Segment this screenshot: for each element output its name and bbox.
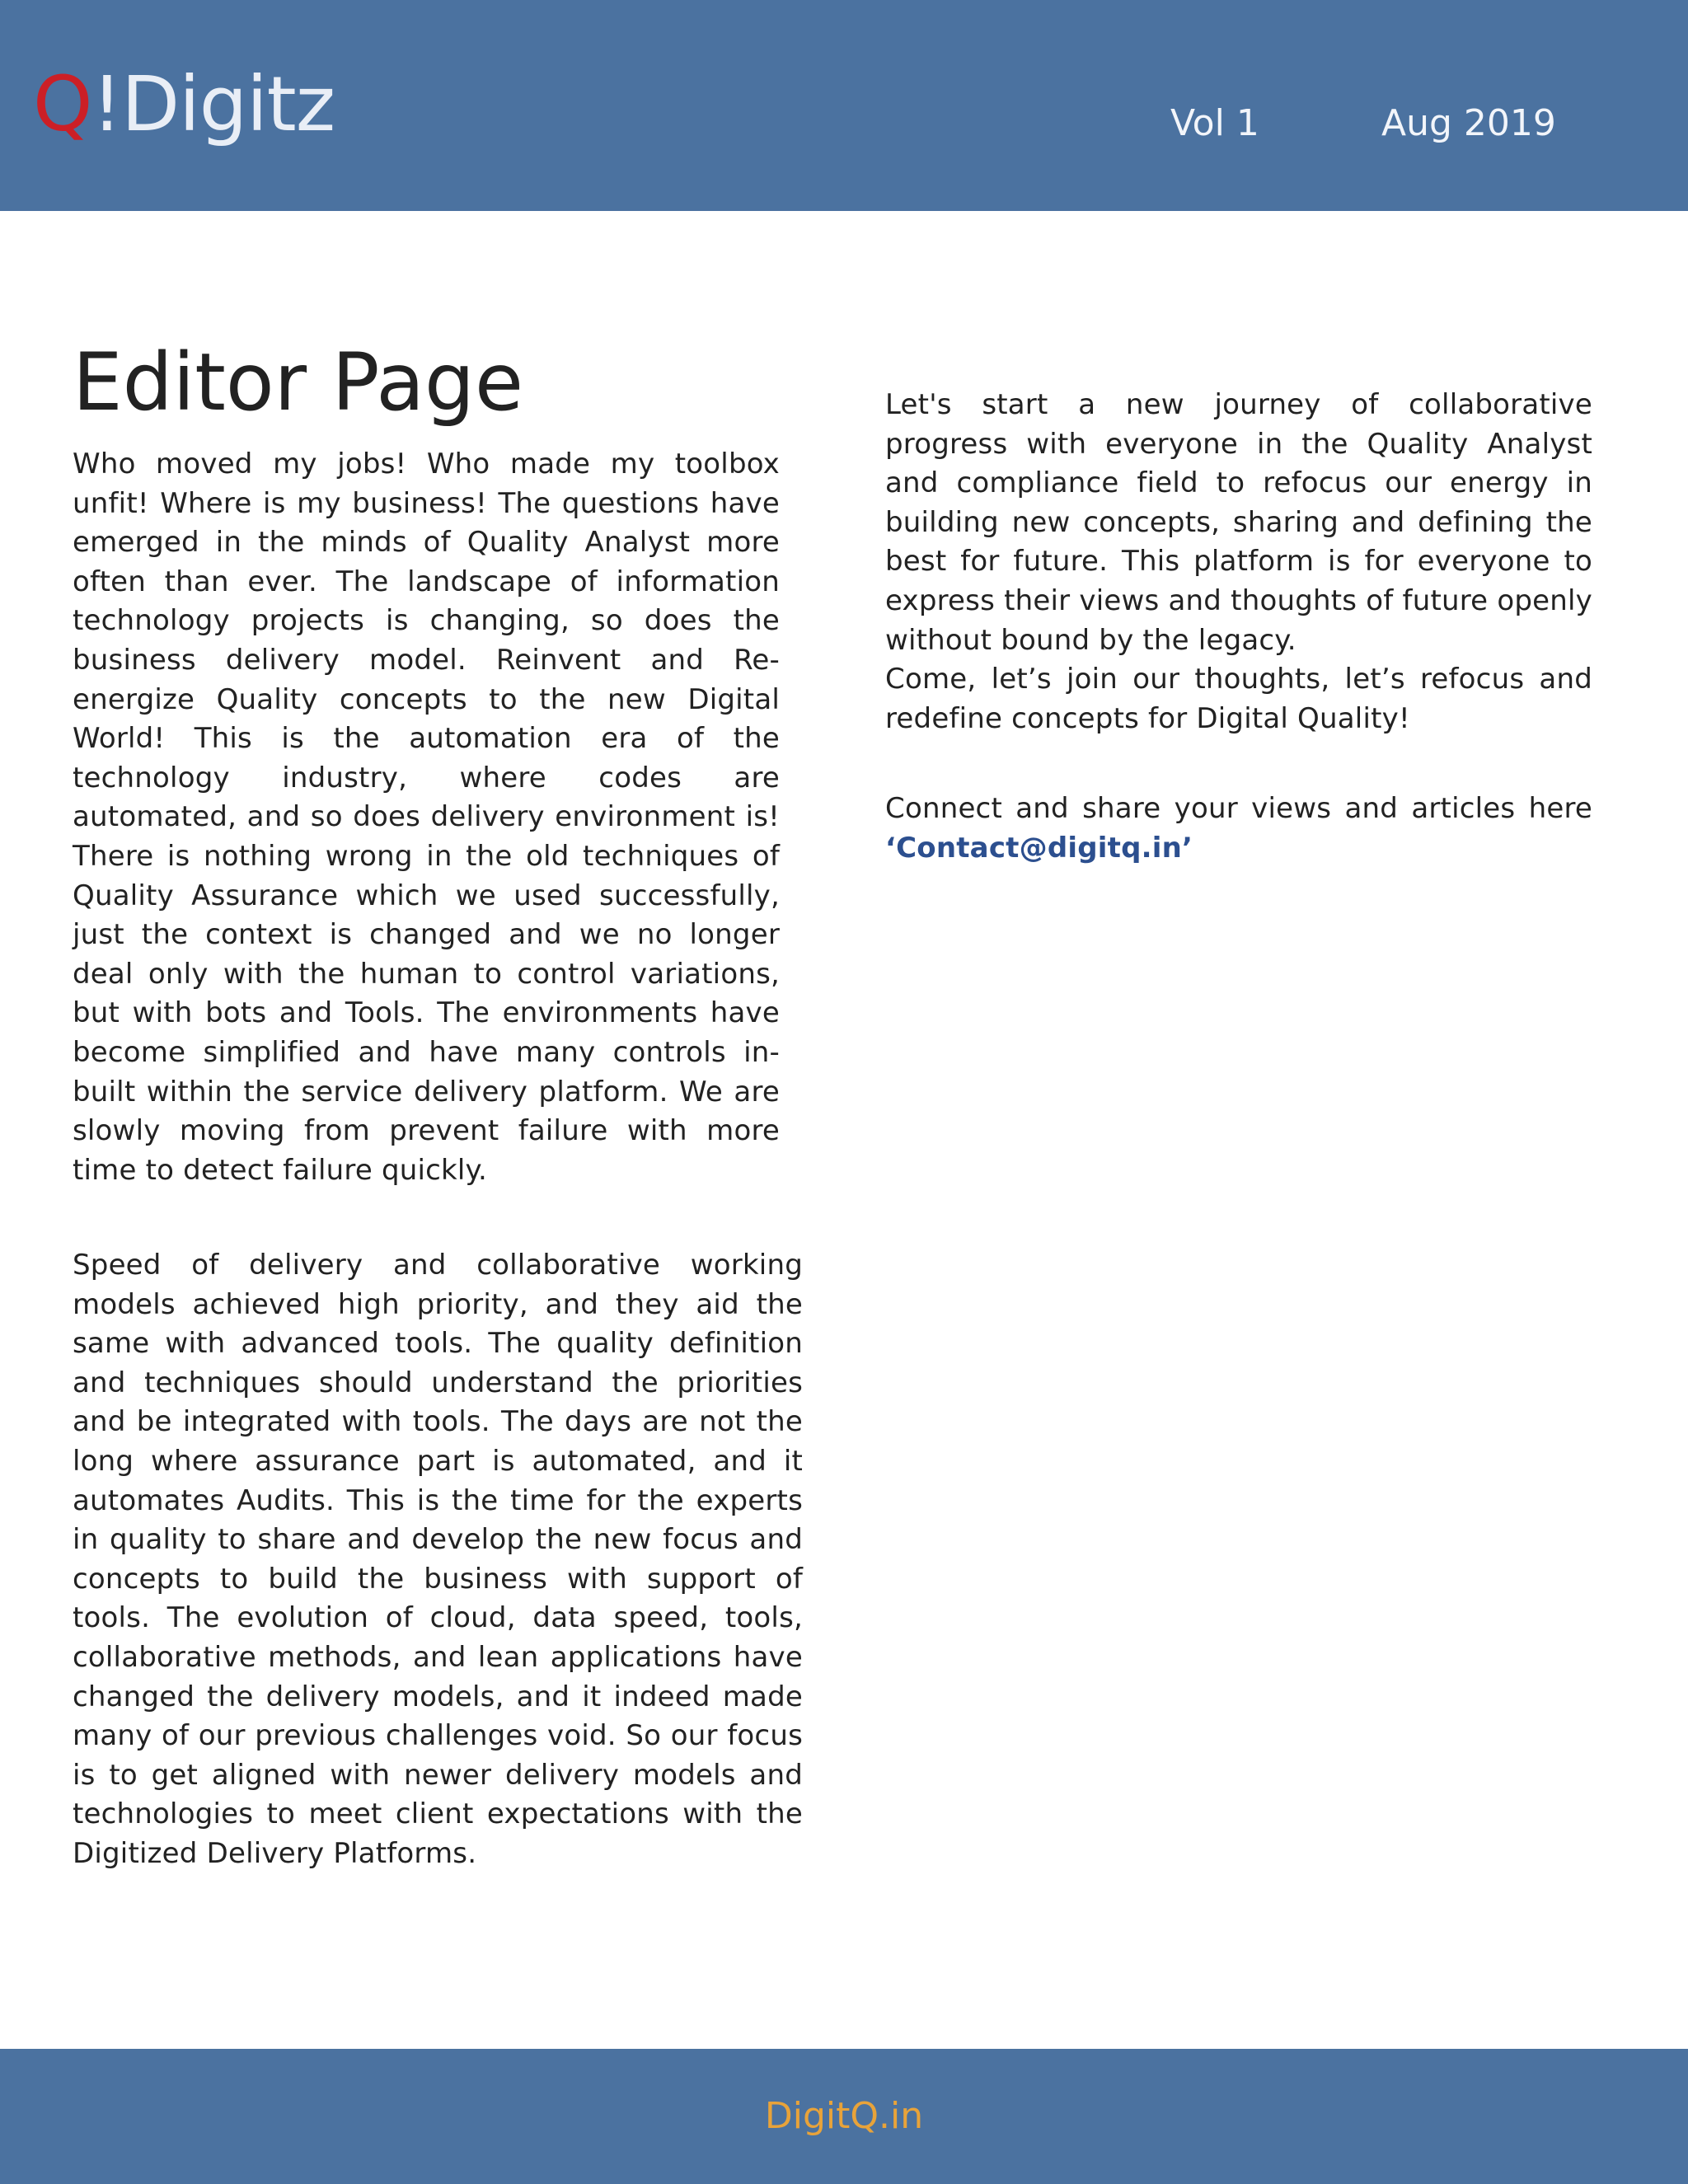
article-paragraph: Who moved my jobs! Who made my toolbox unfit! Where is my business! The questions have emerged in the minds of Quality Analyst more often than ever. The landscape of information technology projects is changing, so does the business delivery model. Reinvent and Re-energize Quality concepts to the new Digital World! This is the automation era of the technology industry, where codes are automated, and so does delivery environment is! There is nothing wrong in the old techniques of Quality Assurance which we used successfully, just the context is changed and we no longer deal only with the human to control variations, but with bots and Tools. The environments have become simplified and have many controls in-built within the service delivery platform. We are slowly moving from prevent failure with more time to detect failure quickly.	[73, 448, 780, 1187]
page-title: Editor Page	[73, 336, 524, 429]
article-column-right	[885, 386, 1592, 869]
contact-email-link[interactable]: ‘Contact@digitq.in’	[885, 831, 1193, 865]
publication-logo	[33, 59, 335, 150]
article-column-left-bottom	[73, 1246, 803, 1874]
issue-date: Aug 2019	[1381, 102, 1556, 144]
logo-wordmark: !Digitz	[91, 60, 335, 148]
article-column-left-top	[73, 445, 780, 1190]
contact-line	[885, 790, 1592, 868]
footer-site-link[interactable]: DigitQ.in	[764, 2095, 924, 2137]
footer-bar	[0, 2049, 1688, 2184]
article-paragraph: Speed of delivery and collaborative working models achieved high priority, and they aid the same with advanced tools. The quality definition and techniques should understand the priorities and be integrated with tools. The days are not the long where assurance part is automated, and it automates Audits. This is the time for the experts in quality to share and develop the new focus and concepts to build the business with support of tools. The evolution of cloud, data speed, tools, collaborative methods, and lean applications have changed the delivery models, and it indeed made many of our previous challenges void. So our focus is to get aligned with newer delivery models and technologies to meet client expectations with the Digitized Delivery Platforms.	[73, 1249, 803, 1870]
article-paragraph: Let's start a new journey of collaborative progress with everyone in the Quality Analyst and compliance field to refocus our energy in building new concepts, sharing and defining the best for future. This platform is for everyone to express their views and thoughts of future openly without bound by the legacy.	[885, 388, 1592, 657]
volume-label: Vol 1	[1170, 102, 1259, 144]
masthead-bar	[0, 0, 1688, 211]
contact-text: Connect and share your views and articles here	[885, 792, 1592, 826]
paragraph-spacer	[885, 738, 1592, 790]
logo-q-letter: Q	[33, 60, 92, 148]
article-paragraph: Come, let’s join our thoughts, let’s refocus and redefine concepts for Digital Quality!	[885, 663, 1592, 735]
